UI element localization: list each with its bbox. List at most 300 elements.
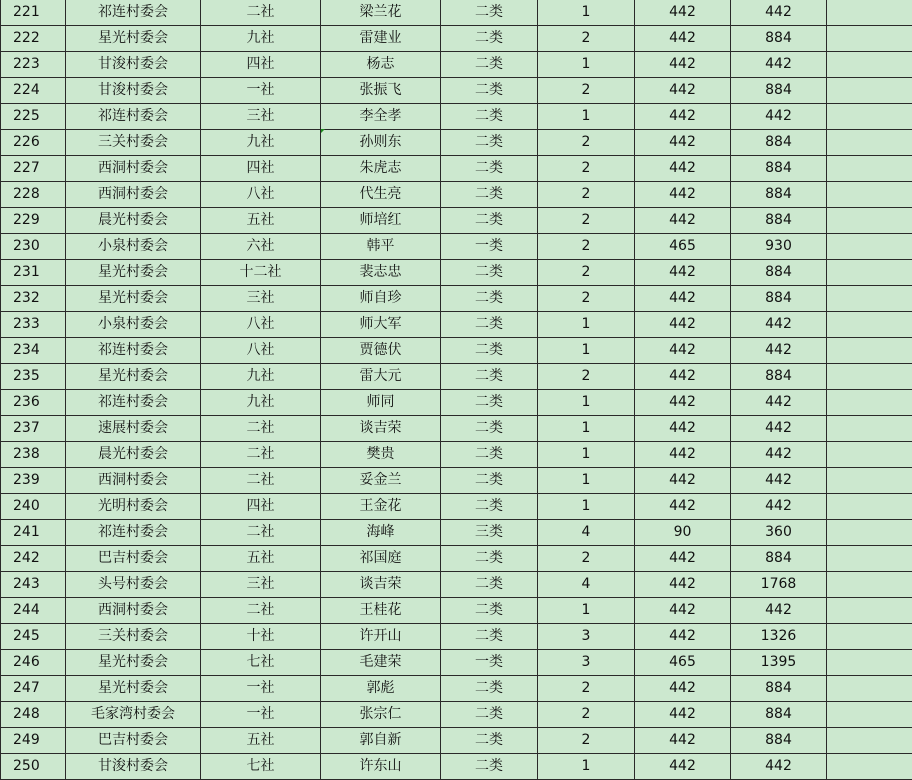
empty-cell[interactable] — [827, 468, 912, 494]
name-cell[interactable]: 妥金兰 — [321, 468, 441, 494]
village-cell[interactable]: 西洞村委会 — [66, 156, 201, 182]
standard-cell[interactable]: 442 — [635, 572, 731, 598]
table-row — [1, 572, 912, 598]
count-cell[interactable]: 2 — [538, 728, 635, 754]
category-cell[interactable]: 三类 — [441, 520, 538, 546]
row-number-cell[interactable]: 238 — [1, 442, 66, 468]
row-number-cell[interactable]: 227 — [1, 156, 66, 182]
count-cell[interactable]: 1 — [538, 52, 635, 78]
amount-cell[interactable]: 442 — [731, 754, 827, 780]
count-cell[interactable]: 2 — [538, 78, 635, 104]
standard-cell[interactable]: 442 — [635, 728, 731, 754]
group-cell[interactable]: 三社 — [201, 286, 321, 312]
standard-cell[interactable]: 442 — [635, 52, 731, 78]
category-cell[interactable]: 二类 — [441, 52, 538, 78]
name-cell[interactable]: 谈吉荣 — [321, 416, 441, 442]
village-cell[interactable]: 星光村委会 — [66, 286, 201, 312]
amount-cell[interactable]: 360 — [731, 520, 827, 546]
amount-cell[interactable]: 442 — [731, 494, 827, 520]
village-cell[interactable]: 三关村委会 — [66, 624, 201, 650]
row-number-cell[interactable]: 230 — [1, 234, 66, 260]
empty-cell[interactable] — [827, 546, 912, 572]
count-cell[interactable]: 1 — [538, 104, 635, 130]
group-cell[interactable]: 三社 — [201, 104, 321, 130]
group-cell[interactable]: 二社 — [201, 598, 321, 624]
village-cell[interactable]: 祁连村委会 — [66, 338, 201, 364]
group-cell[interactable]: 一社 — [201, 676, 321, 702]
count-cell[interactable]: 3 — [538, 624, 635, 650]
category-cell[interactable]: 二类 — [441, 702, 538, 728]
amount-cell[interactable]: 884 — [731, 286, 827, 312]
amount-cell[interactable]: 442 — [731, 312, 827, 338]
standard-cell[interactable]: 442 — [635, 156, 731, 182]
group-cell[interactable]: 九社 — [201, 390, 321, 416]
table-row — [1, 78, 912, 104]
count-cell[interactable]: 1 — [538, 754, 635, 780]
village-cell[interactable]: 小泉村委会 — [66, 234, 201, 260]
table-row — [1, 364, 912, 390]
standard-cell[interactable]: 442 — [635, 286, 731, 312]
group-cell[interactable]: 五社 — [201, 728, 321, 754]
village-cell[interactable]: 星光村委会 — [66, 676, 201, 702]
category-cell[interactable]: 二类 — [441, 468, 538, 494]
table-row — [1, 676, 912, 702]
count-cell[interactable]: 1 — [538, 468, 635, 494]
amount-cell[interactable]: 884 — [731, 26, 827, 52]
row-number-cell[interactable]: 237 — [1, 416, 66, 442]
count-cell[interactable]: 1 — [538, 0, 635, 26]
standard-cell[interactable]: 442 — [635, 390, 731, 416]
empty-cell[interactable] — [827, 676, 912, 702]
standard-cell[interactable]: 90 — [635, 520, 731, 546]
empty-cell[interactable] — [827, 572, 912, 598]
row-number-cell[interactable]: 247 — [1, 676, 66, 702]
amount-cell[interactable]: 884 — [731, 182, 827, 208]
empty-cell[interactable] — [827, 52, 912, 78]
group-cell[interactable]: 五社 — [201, 546, 321, 572]
empty-cell[interactable] — [827, 338, 912, 364]
row-number-cell[interactable]: 234 — [1, 338, 66, 364]
village-cell[interactable]: 甘浚村委会 — [66, 754, 201, 780]
amount-cell[interactable]: 442 — [731, 338, 827, 364]
standard-cell[interactable]: 442 — [635, 104, 731, 130]
table-row — [1, 494, 912, 520]
category-cell[interactable]: 一类 — [441, 234, 538, 260]
empty-cell[interactable] — [827, 26, 912, 52]
empty-cell[interactable] — [827, 0, 912, 26]
row-number-cell[interactable]: 235 — [1, 364, 66, 390]
group-cell[interactable]: 三社 — [201, 572, 321, 598]
count-cell[interactable]: 2 — [538, 546, 635, 572]
table-row — [1, 156, 912, 182]
name-cell[interactable]: 朱虎志 — [321, 156, 441, 182]
row-number-cell[interactable]: 231 — [1, 260, 66, 286]
name-cell[interactable]: 雷建业 — [321, 26, 441, 52]
empty-cell[interactable] — [827, 312, 912, 338]
category-cell[interactable]: 二类 — [441, 442, 538, 468]
category-cell[interactable]: 二类 — [441, 78, 538, 104]
name-cell[interactable]: 贾德伏 — [321, 338, 441, 364]
table-row — [1, 130, 912, 156]
village-cell[interactable]: 西洞村委会 — [66, 182, 201, 208]
table-row — [1, 52, 912, 78]
village-cell[interactable]: 星光村委会 — [66, 26, 201, 52]
table-row — [1, 442, 912, 468]
count-cell[interactable]: 2 — [538, 260, 635, 286]
count-cell[interactable]: 2 — [538, 286, 635, 312]
amount-cell[interactable]: 884 — [731, 78, 827, 104]
category-cell[interactable]: 二类 — [441, 572, 538, 598]
group-cell[interactable]: 二社 — [201, 468, 321, 494]
name-cell[interactable]: 杨志 — [321, 52, 441, 78]
row-number-cell[interactable]: 226 — [1, 130, 66, 156]
amount-cell[interactable]: 442 — [731, 0, 827, 26]
category-cell[interactable]: 二类 — [441, 494, 538, 520]
standard-cell[interactable]: 442 — [635, 364, 731, 390]
name-cell[interactable]: 郭彪 — [321, 676, 441, 702]
name-cell[interactable]: 李全孝 — [321, 104, 441, 130]
name-cell[interactable]: 谈吉荣 — [321, 572, 441, 598]
empty-cell[interactable] — [827, 650, 912, 676]
standard-cell[interactable]: 465 — [635, 234, 731, 260]
standard-cell[interactable]: 442 — [635, 624, 731, 650]
village-cell[interactable]: 小泉村委会 — [66, 312, 201, 338]
village-cell[interactable]: 祁连村委会 — [66, 390, 201, 416]
amount-cell[interactable]: 1326 — [731, 624, 827, 650]
village-cell[interactable]: 速展村委会 — [66, 416, 201, 442]
category-cell[interactable]: 二类 — [441, 754, 538, 780]
name-cell[interactable]: 裴志忠 — [321, 260, 441, 286]
count-cell[interactable]: 1 — [538, 494, 635, 520]
count-cell[interactable]: 1 — [538, 390, 635, 416]
village-cell[interactable]: 祁连村委会 — [66, 520, 201, 546]
standard-cell[interactable]: 442 — [635, 468, 731, 494]
standard-cell[interactable]: 442 — [635, 702, 731, 728]
standard-cell[interactable]: 442 — [635, 754, 731, 780]
category-cell[interactable]: 二类 — [441, 364, 538, 390]
group-cell[interactable]: 七社 — [201, 754, 321, 780]
empty-cell[interactable] — [827, 156, 912, 182]
table-row — [1, 598, 912, 624]
name-cell[interactable]: 许东山 — [321, 754, 441, 780]
empty-cell[interactable] — [827, 78, 912, 104]
row-number-cell[interactable]: 239 — [1, 468, 66, 494]
village-cell[interactable]: 甘浚村委会 — [66, 78, 201, 104]
village-cell[interactable]: 巴吉村委会 — [66, 728, 201, 754]
standard-cell[interactable]: 442 — [635, 442, 731, 468]
standard-cell[interactable]: 442 — [635, 78, 731, 104]
empty-cell[interactable] — [827, 182, 912, 208]
village-cell[interactable]: 晨光村委会 — [66, 442, 201, 468]
row-number-cell[interactable]: 224 — [1, 78, 66, 104]
row-number-cell[interactable]: 246 — [1, 650, 66, 676]
row-number-cell[interactable]: 249 — [1, 728, 66, 754]
group-cell[interactable]: 九社 — [201, 130, 321, 156]
village-cell[interactable]: 头号村委会 — [66, 572, 201, 598]
row-number-cell[interactable]: 248 — [1, 702, 66, 728]
count-cell[interactable]: 2 — [538, 364, 635, 390]
category-cell[interactable]: 二类 — [441, 286, 538, 312]
category-cell[interactable]: 一类 — [441, 650, 538, 676]
group-cell[interactable]: 九社 — [201, 26, 321, 52]
table-row — [1, 754, 912, 780]
amount-cell[interactable]: 442 — [731, 598, 827, 624]
row-number-cell[interactable]: 250 — [1, 754, 66, 780]
group-cell[interactable]: 十社 — [201, 624, 321, 650]
group-cell[interactable]: 八社 — [201, 338, 321, 364]
amount-cell[interactable]: 930 — [731, 234, 827, 260]
count-cell[interactable]: 2 — [538, 234, 635, 260]
amount-cell[interactable]: 442 — [731, 104, 827, 130]
amount-cell[interactable]: 442 — [731, 416, 827, 442]
row-number-cell[interactable]: 243 — [1, 572, 66, 598]
name-cell[interactable]: 师大军 — [321, 312, 441, 338]
village-cell[interactable]: 祁连村委会 — [66, 0, 201, 26]
village-cell[interactable]: 祁连村委会 — [66, 104, 201, 130]
village-cell[interactable]: 光明村委会 — [66, 494, 201, 520]
table-row — [1, 182, 912, 208]
row-number-cell[interactable]: 244 — [1, 598, 66, 624]
empty-cell[interactable] — [827, 520, 912, 546]
category-cell[interactable]: 二类 — [441, 728, 538, 754]
group-cell[interactable]: 四社 — [201, 494, 321, 520]
count-cell[interactable]: 3 — [538, 650, 635, 676]
group-cell[interactable]: 九社 — [201, 364, 321, 390]
category-cell[interactable]: 二类 — [441, 598, 538, 624]
count-cell[interactable]: 1 — [538, 442, 635, 468]
empty-cell[interactable] — [827, 728, 912, 754]
category-cell[interactable]: 二类 — [441, 26, 538, 52]
category-cell[interactable]: 二类 — [441, 130, 538, 156]
row-number-cell[interactable]: 236 — [1, 390, 66, 416]
village-cell[interactable]: 毛家湾村委会 — [66, 702, 201, 728]
standard-cell[interactable]: 442 — [635, 338, 731, 364]
empty-cell[interactable] — [827, 234, 912, 260]
name-cell[interactable]: 毛建荣 — [321, 650, 441, 676]
name-cell[interactable]: 雷大元 — [321, 364, 441, 390]
village-cell[interactable]: 星光村委会 — [66, 260, 201, 286]
row-number-cell[interactable]: 229 — [1, 208, 66, 234]
category-cell[interactable]: 二类 — [441, 0, 538, 26]
name-cell[interactable]: 孙则东 — [321, 130, 441, 156]
table-row — [1, 0, 912, 26]
empty-cell[interactable] — [827, 494, 912, 520]
group-cell[interactable]: 二社 — [201, 442, 321, 468]
standard-cell[interactable]: 442 — [635, 676, 731, 702]
standard-cell[interactable]: 442 — [635, 182, 731, 208]
category-cell[interactable]: 二类 — [441, 676, 538, 702]
name-cell[interactable]: 师自珍 — [321, 286, 441, 312]
count-cell[interactable]: 1 — [538, 416, 635, 442]
group-cell[interactable]: 六社 — [201, 234, 321, 260]
name-cell[interactable]: 代生亮 — [321, 182, 441, 208]
row-number-cell[interactable]: 242 — [1, 546, 66, 572]
amount-cell[interactable]: 884 — [731, 546, 827, 572]
name-cell[interactable]: 王桂花 — [321, 598, 441, 624]
amount-cell[interactable]: 442 — [731, 52, 827, 78]
group-cell[interactable]: 二社 — [201, 416, 321, 442]
standard-cell[interactable]: 442 — [635, 312, 731, 338]
count-cell[interactable]: 2 — [538, 676, 635, 702]
amount-cell[interactable]: 884 — [731, 728, 827, 754]
amount-cell[interactable]: 884 — [731, 364, 827, 390]
table-row — [1, 312, 912, 338]
name-cell[interactable]: 海峰 — [321, 520, 441, 546]
name-cell[interactable]: 王金花 — [321, 494, 441, 520]
count-cell[interactable]: 2 — [538, 702, 635, 728]
row-number-cell[interactable]: 232 — [1, 286, 66, 312]
row-number-cell[interactable]: 223 — [1, 52, 66, 78]
category-cell[interactable]: 二类 — [441, 390, 538, 416]
count-cell[interactable]: 1 — [538, 312, 635, 338]
empty-cell[interactable] — [827, 364, 912, 390]
standard-cell[interactable]: 442 — [635, 26, 731, 52]
count-cell[interactable]: 4 — [538, 572, 635, 598]
row-number-cell[interactable]: 222 — [1, 26, 66, 52]
amount-cell[interactable]: 884 — [731, 208, 827, 234]
table-row — [1, 702, 912, 728]
empty-cell[interactable] — [827, 208, 912, 234]
category-cell[interactable]: 二类 — [441, 624, 538, 650]
group-cell[interactable]: 一社 — [201, 702, 321, 728]
table-row — [1, 338, 912, 364]
amount-cell[interactable]: 884 — [731, 676, 827, 702]
group-cell[interactable]: 八社 — [201, 312, 321, 338]
row-number-cell[interactable]: 221 — [1, 0, 66, 26]
village-cell[interactable]: 西洞村委会 — [66, 468, 201, 494]
table-row — [1, 260, 912, 286]
name-cell[interactable]: 师同 — [321, 390, 441, 416]
name-cell[interactable]: 梁兰花 — [321, 0, 441, 26]
table-row — [1, 286, 912, 312]
amount-cell[interactable]: 442 — [731, 468, 827, 494]
category-cell[interactable]: 二类 — [441, 416, 538, 442]
category-cell[interactable]: 二类 — [441, 338, 538, 364]
empty-cell[interactable] — [827, 416, 912, 442]
table-row — [1, 520, 912, 546]
group-cell[interactable]: 一社 — [201, 78, 321, 104]
count-cell[interactable]: 2 — [538, 156, 635, 182]
category-cell[interactable]: 二类 — [441, 546, 538, 572]
category-cell[interactable]: 二类 — [441, 104, 538, 130]
row-number-cell[interactable]: 241 — [1, 520, 66, 546]
group-cell[interactable]: 二社 — [201, 520, 321, 546]
name-cell[interactable]: 祁国庭 — [321, 546, 441, 572]
row-number-cell[interactable]: 225 — [1, 104, 66, 130]
village-cell[interactable]: 三关村委会 — [66, 130, 201, 156]
name-cell[interactable]: 郭自新 — [321, 728, 441, 754]
category-cell[interactable]: 二类 — [441, 260, 538, 286]
empty-cell[interactable] — [827, 390, 912, 416]
standard-cell[interactable]: 465 — [635, 650, 731, 676]
group-cell[interactable]: 二社 — [201, 0, 321, 26]
village-cell[interactable]: 巴吉村委会 — [66, 546, 201, 572]
count-cell[interactable]: 1 — [538, 338, 635, 364]
group-cell[interactable]: 十二社 — [201, 260, 321, 286]
name-cell[interactable]: 师培红 — [321, 208, 441, 234]
empty-cell[interactable] — [827, 104, 912, 130]
standard-cell[interactable]: 442 — [635, 0, 731, 26]
empty-cell[interactable] — [827, 286, 912, 312]
count-cell[interactable]: 4 — [538, 520, 635, 546]
amount-cell[interactable]: 442 — [731, 390, 827, 416]
village-cell[interactable]: 晨光村委会 — [66, 208, 201, 234]
village-cell[interactable]: 星光村委会 — [66, 364, 201, 390]
category-cell[interactable]: 二类 — [441, 312, 538, 338]
table-row — [1, 390, 912, 416]
name-cell[interactable]: 樊贵 — [321, 442, 441, 468]
standard-cell[interactable]: 442 — [635, 494, 731, 520]
group-cell[interactable]: 四社 — [201, 52, 321, 78]
group-cell[interactable]: 七社 — [201, 650, 321, 676]
name-cell[interactable]: 张宗仁 — [321, 702, 441, 728]
count-cell[interactable]: 2 — [538, 208, 635, 234]
count-cell[interactable]: 2 — [538, 26, 635, 52]
table-row — [1, 416, 912, 442]
empty-cell[interactable] — [827, 260, 912, 286]
group-cell[interactable]: 五社 — [201, 208, 321, 234]
table-row — [1, 624, 912, 650]
empty-cell[interactable] — [827, 130, 912, 156]
standard-cell[interactable]: 442 — [635, 208, 731, 234]
row-number-cell[interactable]: 228 — [1, 182, 66, 208]
empty-cell[interactable] — [827, 598, 912, 624]
table-row — [1, 234, 912, 260]
standard-cell[interactable]: 442 — [635, 598, 731, 624]
row-number-cell[interactable]: 240 — [1, 494, 66, 520]
table-body — [1, 0, 912, 780]
village-cell[interactable]: 甘浚村委会 — [66, 52, 201, 78]
comment-indicator-icon — [321, 129, 325, 133]
table-row — [1, 26, 912, 52]
amount-cell[interactable]: 442 — [731, 442, 827, 468]
count-cell[interactable]: 1 — [538, 598, 635, 624]
row-number-cell[interactable]: 245 — [1, 624, 66, 650]
table-row — [1, 468, 912, 494]
standard-cell[interactable]: 442 — [635, 416, 731, 442]
amount-cell[interactable]: 1768 — [731, 572, 827, 598]
village-cell[interactable]: 西洞村委会 — [66, 598, 201, 624]
row-number-cell[interactable]: 233 — [1, 312, 66, 338]
amount-cell[interactable]: 884 — [731, 156, 827, 182]
count-cell[interactable]: 2 — [538, 182, 635, 208]
category-cell[interactable]: 二类 — [441, 208, 538, 234]
name-cell[interactable]: 张振飞 — [321, 78, 441, 104]
empty-cell[interactable] — [827, 442, 912, 468]
table-row — [1, 728, 912, 754]
category-cell[interactable]: 二类 — [441, 182, 538, 208]
amount-cell[interactable]: 884 — [731, 130, 827, 156]
village-cell[interactable]: 星光村委会 — [66, 650, 201, 676]
empty-cell[interactable] — [827, 754, 912, 780]
name-cell[interactable]: 韩平 — [321, 234, 441, 260]
group-cell[interactable]: 四社 — [201, 156, 321, 182]
count-cell[interactable]: 2 — [538, 130, 635, 156]
standard-cell[interactable]: 442 — [635, 260, 731, 286]
empty-cell[interactable] — [827, 702, 912, 728]
standard-cell[interactable]: 442 — [635, 130, 731, 156]
amount-cell[interactable]: 1395 — [731, 650, 827, 676]
amount-cell[interactable]: 884 — [731, 702, 827, 728]
standard-cell[interactable]: 442 — [635, 546, 731, 572]
amount-cell[interactable]: 884 — [731, 260, 827, 286]
category-cell[interactable]: 二类 — [441, 156, 538, 182]
group-cell[interactable]: 八社 — [201, 182, 321, 208]
table-row — [1, 104, 912, 130]
name-cell[interactable]: 许开山 — [321, 624, 441, 650]
empty-cell[interactable] — [827, 624, 912, 650]
table-row — [1, 208, 912, 234]
